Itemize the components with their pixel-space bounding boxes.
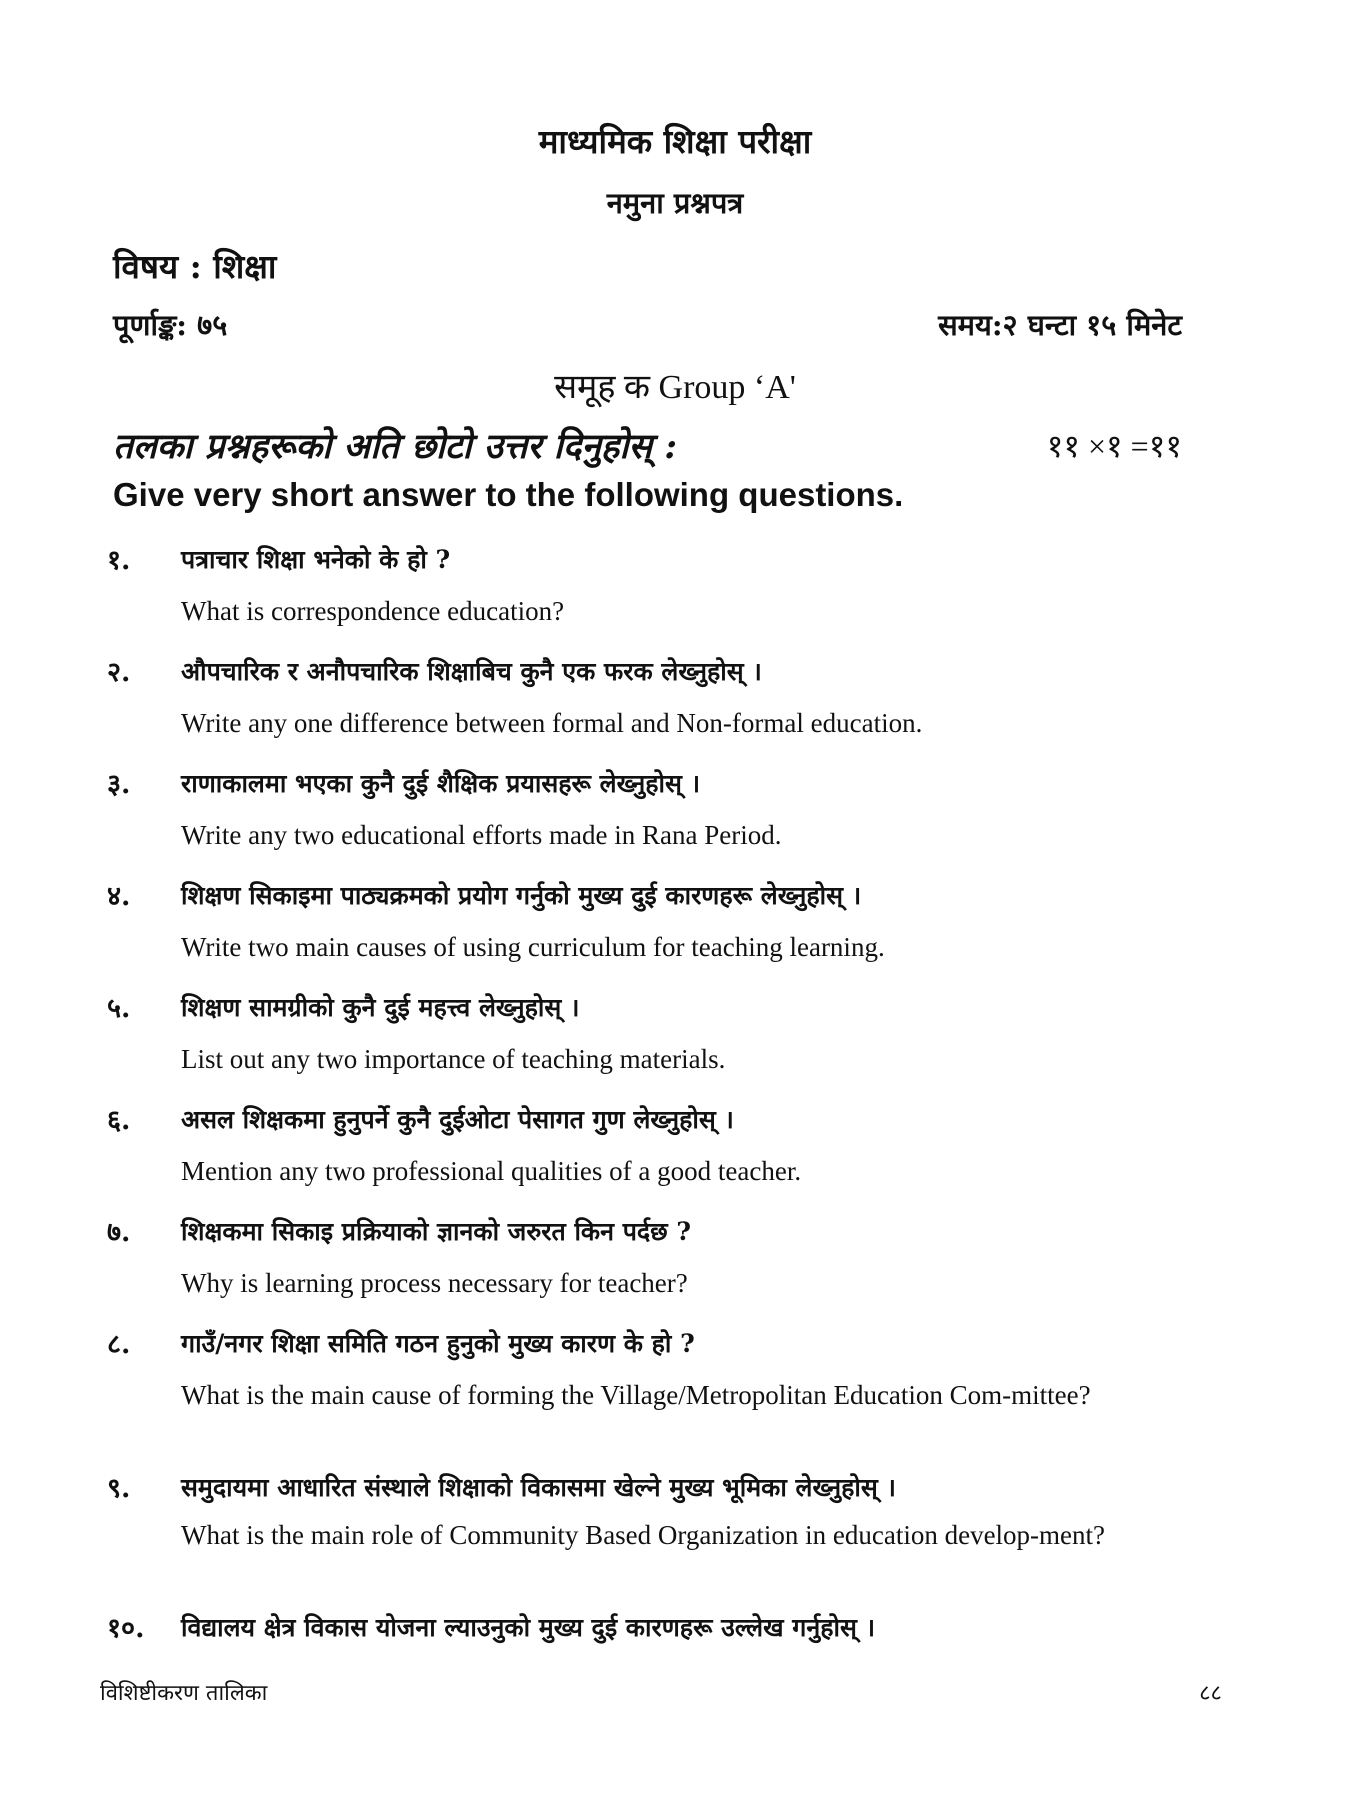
question-english: What is the main cause of forming the Village/Metropolitan Education Com-mittee?	[181, 1380, 1091, 1410]
exam-title: माध्यमिक शिक्षा परीक्षा	[538, 122, 812, 161]
page-number: ८८	[1199, 1681, 1222, 1706]
question-nepali: शिक्षकमा सिकाइ प्रक्रियाको ज्ञानको जरुरत किन पर्दछ ?	[181, 1217, 692, 1246]
question-nepali: राणाकालमा भएका कुनै दुई शैक्षिक प्रयासहरू लेख्नुहोस् ।	[181, 769, 701, 798]
question-nepali: विद्यालय क्षेत्र विकास योजना ल्याउनुको मुख्य दुई कारणहरू उल्लेख गर्नुहोस् ।	[181, 1613, 876, 1642]
question-nepali: शिक्षण सामग्रीको कुनै दुई महत्त्व लेख्नुहोस् ।	[181, 993, 580, 1022]
group-title: समूह क Group ‘A'	[554, 369, 796, 406]
question-english: What is correspondence education?	[181, 596, 565, 626]
question-english: Mention any two professional qualities of a good teacher.	[181, 1156, 802, 1186]
question-nepali: गाउँ/नगर शिक्षा समिति गठन हुनुको मुख्य कारण के हो ?	[181, 1329, 695, 1358]
question-english: Write any one difference between formal and Non-formal education.	[181, 708, 923, 738]
question-number: २.	[107, 657, 131, 688]
question-english: What is the main role of Community Based Organization in education develop-ment?	[181, 1520, 1106, 1550]
question-number: ९.	[107, 1473, 131, 1504]
question-number: ४.	[107, 881, 131, 912]
question-nepali: पत्राचार शिक्षा भनेको के हो ?	[181, 545, 451, 574]
question-english: Write any two educational efforts made in Rana Period.	[181, 820, 782, 850]
question-number: ५.	[107, 993, 131, 1024]
time-allowed: समय:२ घन्टा १५ मिनेट	[938, 308, 1182, 342]
footer-label: विशिष्टीकरण तालिका	[100, 1681, 268, 1706]
question-number: ३.	[107, 769, 131, 800]
question-english: Why is learning process necessary for teacher?	[181, 1268, 688, 1298]
full-marks: पूर्णाङ्क: ७५	[113, 308, 228, 342]
question-number: १.	[107, 545, 131, 576]
question-number: ६.	[107, 1105, 131, 1136]
question-number: ८.	[107, 1329, 131, 1360]
instruction-english: Give very short answer to the following questions.	[113, 476, 904, 513]
instruction-nepali: तलका प्रश्नहरूको अति छोटो उत्तर दिनुहोस् :	[113, 426, 678, 467]
subject-label: विषय : शिक्षा	[113, 247, 277, 286]
question-english: Write two main causes of using curriculum for teaching learning.	[181, 932, 885, 962]
question-english: List out any two importance of teaching materials.	[181, 1044, 726, 1074]
question-number: १०.	[107, 1613, 145, 1644]
group-marks: ११ ×१ =११	[1046, 428, 1182, 464]
question-nepali: असल शिक्षकमा हुनुपर्ने कुनै दुईओटा पेसागत गुण लेख्नुहोस् ।	[181, 1105, 734, 1134]
question-number: ७.	[107, 1217, 131, 1248]
question-nepali: शिक्षण सिकाइमा पाठ्यक्रमको प्रयोग गर्नुको मुख्य दुई कारणहरू लेख्नुहोस् ।	[181, 881, 862, 910]
question-nepali: औपचारिक र अनौपचारिक शिक्षाबिच कुनै एक फरक लेख्नुहोस् ।	[181, 657, 762, 686]
question-nepali: समुदायमा आधारित संस्थाले शिक्षाको विकासमा खेल्ने मुख्य भूमिका लेख्नुहोस् ।	[181, 1473, 896, 1502]
paper-title: नमुना प्रश्नपत्र	[606, 186, 744, 220]
